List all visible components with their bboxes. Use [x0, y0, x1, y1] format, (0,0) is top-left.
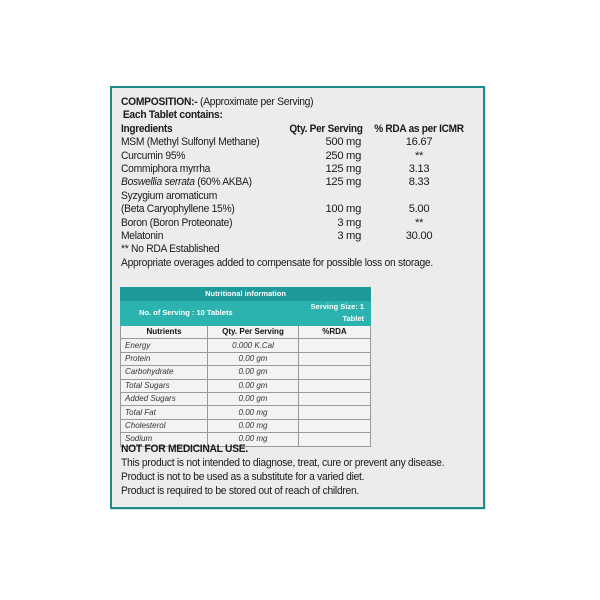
- serving-size: Serving Size: 1 Tablet: [299, 301, 371, 326]
- overages-note: Appropriate overages added to compensate for possible loss on storage.: [121, 256, 433, 269]
- nutrient-qty: 0.00 mg: [208, 419, 299, 432]
- nutrition-title: Nutritional information: [121, 288, 371, 301]
- nutrient-name: Energy: [121, 339, 208, 352]
- nutrition-row: [121, 339, 371, 352]
- ingredient-row: [121, 230, 475, 243]
- nutrient-rda: [299, 339, 371, 352]
- ingredient-qty: 3 mg: [337, 229, 361, 242]
- ingredient-qty: 3 mg: [337, 216, 361, 229]
- ingredient-rda: 8.33: [408, 176, 430, 189]
- ingredient-name-rest: (60% AKBA): [194, 176, 252, 189]
- ingredient-row: [121, 163, 475, 176]
- ingredient-row: [121, 150, 475, 163]
- nutrient-qty: 0.00 gm: [208, 366, 299, 379]
- ingredient-name: Melatonin: [121, 229, 164, 242]
- header-nutrients: Nutrients: [121, 326, 208, 339]
- nutrient-rda: [299, 379, 371, 392]
- ingredient-row: [121, 136, 475, 149]
- ingredient-row: [121, 176, 475, 189]
- nutrition-title-row: [121, 288, 371, 301]
- nutrient-qty: 0.00 gm: [208, 392, 299, 405]
- ingredient-qty: 100 mg: [325, 203, 361, 216]
- composition-section: [121, 96, 475, 270]
- disclaimer-line: Product is not to be used as a substitute for a varied diet.: [121, 471, 365, 483]
- nutrient-rda: [299, 392, 371, 405]
- ingredients-header-row: [121, 123, 475, 136]
- each-tablet-label: Each Tablet contains:: [122, 109, 223, 122]
- ingredient-qty: 500 mg: [325, 136, 361, 149]
- ingredient-name: MSM (Methyl Sulfonyl Methane): [121, 136, 260, 149]
- header-rda: % RDA as per ICMR: [374, 122, 464, 135]
- header-qty-per-serving: Qty. Per Serving: [208, 326, 299, 339]
- ingredient-rda: 3.13: [408, 162, 430, 175]
- nutrient-rda: [299, 419, 371, 432]
- nutrient-rda: [299, 352, 371, 365]
- nutrient-name: Sodium: [121, 433, 208, 446]
- nutrition-header-row: [121, 326, 371, 339]
- nutrition-serving-row: [121, 301, 371, 326]
- ingredient-rda: **: [414, 216, 424, 229]
- ingredient-name: Boron (Boron Proteonate): [121, 216, 233, 229]
- rda-note: ** No RDA Established: [121, 243, 220, 256]
- nutrition-table: [120, 287, 371, 447]
- nutrient-name: Added Sugars: [121, 392, 208, 405]
- nutrition-row: [121, 352, 371, 365]
- product-label-panel: [110, 86, 485, 509]
- ingredient-row: [121, 190, 475, 203]
- nutrition-row: [121, 379, 371, 392]
- ingredient-name: Syzygium aromaticum: [121, 189, 217, 202]
- nutrient-rda: [299, 406, 371, 419]
- nutrition-row: [121, 419, 371, 432]
- composition-heading: [121, 96, 447, 109]
- composition-subtitle: (Approximate per Serving): [200, 96, 314, 108]
- ingredient-row: [121, 203, 475, 216]
- header-qty: Qty. Per Serving: [289, 122, 363, 135]
- ingredient-qty: 250 mg: [325, 149, 361, 162]
- ingredient-name-italic: Boswellia serrata: [121, 176, 195, 189]
- ingredient-name: [121, 176, 252, 189]
- header-ingredients: Ingredients: [121, 122, 173, 135]
- ingredient-name: (Beta Caryophyllene 15%): [121, 203, 235, 216]
- nutrient-name: Cholesterol: [121, 419, 208, 432]
- disclaimer-section: [121, 442, 472, 498]
- ingredient-rda: 5.00: [408, 203, 430, 216]
- nutrient-name: Total Fat: [121, 406, 208, 419]
- nutrient-rda: [299, 366, 371, 379]
- nutrient-qty: 0.000 K.Cal: [208, 339, 299, 352]
- nutrition-row: [121, 392, 371, 405]
- nutrient-name: Carbohydrate: [121, 366, 208, 379]
- nutrient-name: Protein: [121, 352, 208, 365]
- composition-title: COMPOSITION:-: [121, 96, 198, 108]
- disclaimer-line: This product is not intended to diagnose, treat, cure or prevent any disease.: [121, 457, 445, 469]
- nutrition-row: [121, 406, 371, 419]
- nutrient-qty: 0.00 mg: [208, 406, 299, 419]
- servings-count: No. of Serving : 10 Tablets: [121, 301, 299, 326]
- nutrient-qty: 0.00 gm: [208, 379, 299, 392]
- ingredient-rda: 16.67: [405, 136, 433, 149]
- nutrition-row: [121, 366, 371, 379]
- disclaimer-heading: NOT FOR MEDICINAL USE.: [121, 443, 248, 455]
- nutrient-qty: 0.00 mg: [208, 433, 299, 446]
- ingredient-qty: 125 mg: [325, 176, 361, 189]
- nutrient-name: Total Sugars: [121, 379, 208, 392]
- disclaimer-line: Product is required to be stored out of reach of children.: [121, 485, 360, 497]
- ingredient-qty: 125 mg: [325, 162, 361, 175]
- nutrient-qty: 0.00 gm: [208, 352, 299, 365]
- ingredient-name: Commiphora myrrha: [121, 162, 211, 175]
- ingredient-name: Curcumin 95%: [121, 149, 186, 162]
- header-rda-percent: %RDA: [299, 326, 371, 339]
- ingredient-row: [121, 217, 475, 230]
- ingredient-rda: 30.00: [405, 229, 433, 242]
- ingredient-rda: **: [414, 149, 424, 162]
